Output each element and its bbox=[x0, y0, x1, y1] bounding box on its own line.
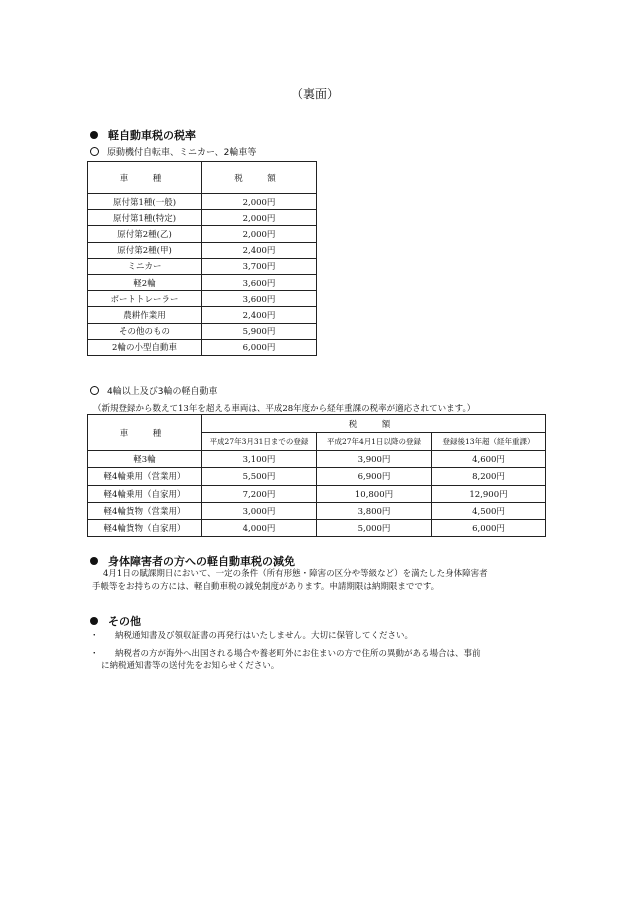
tax-cell: 3,000円 bbox=[202, 502, 317, 519]
table-row bbox=[88, 194, 317, 210]
table-row bbox=[88, 520, 546, 537]
vehicle-cell: 軽4輪貨物（自家用） bbox=[88, 520, 202, 537]
list-item-text-continued: に納税通知書等の送付先をお知らせください。 bbox=[101, 661, 280, 671]
header-registered-after: 平成27年4月1日以降の登録 bbox=[317, 433, 432, 451]
tax-cell: 2,400円 bbox=[202, 242, 317, 258]
other-notes-list bbox=[90, 630, 481, 672]
disability-paragraph-line-1: 4月1日の賦課期日において、一定の条件（所有形態・障害の区分や等級など）を満たした身体障害者 bbox=[103, 569, 488, 579]
aged-vehicle-note: （新規登録から数えて13年を超える車両は、平成28年度から経年重課の税率が適応されています。） bbox=[93, 404, 476, 414]
list-item bbox=[90, 648, 481, 672]
vehicle-cell: ミニカー bbox=[88, 258, 202, 274]
table-row bbox=[88, 291, 317, 307]
tax-cell: 4,000円 bbox=[202, 520, 317, 537]
tax-cell: 5,500円 bbox=[202, 468, 317, 485]
table-row bbox=[88, 210, 317, 226]
table-row bbox=[88, 274, 317, 290]
subheading-motorcycles bbox=[90, 145, 256, 158]
open-circle-bullet-icon bbox=[90, 386, 99, 395]
vehicle-cell: ボートトレーラー bbox=[88, 291, 202, 307]
tax-table-motorcycles bbox=[87, 161, 317, 356]
vehicle-cell: 原付第2種(乙) bbox=[88, 226, 202, 242]
disability-paragraph-line-2: 手帳等をお持ちの方には、軽自動車税の減免制度があります。申請期限は納期限までです。 bbox=[92, 582, 440, 592]
tax-cell: 2,400円 bbox=[202, 307, 317, 323]
tax-cell: 6,000円 bbox=[202, 339, 317, 355]
header-vehicle-type: 車 種 bbox=[88, 415, 202, 451]
section-heading-text: 軽自動車税の税率 bbox=[108, 129, 196, 142]
tax-cell: 2,000円 bbox=[202, 210, 317, 226]
vehicle-cell: 軽4輪乗用（自家用） bbox=[88, 485, 202, 502]
vehicle-cell: その他のもの bbox=[88, 323, 202, 339]
list-item-text: 納税通知書及び領収証書の再発行はいたしません。大切に保管してください。 bbox=[115, 631, 414, 641]
open-circle-bullet-icon bbox=[90, 147, 99, 156]
tax-cell: 4,600円 bbox=[432, 451, 546, 468]
filled-circle-bullet-icon bbox=[90, 617, 98, 625]
subheading-text: 原動機付自転車、ミニカー、2輪車等 bbox=[107, 148, 257, 158]
table-row bbox=[88, 307, 317, 323]
tax-cell: 3,800円 bbox=[317, 502, 432, 519]
tax-cell: 3,600円 bbox=[202, 274, 317, 290]
table-row bbox=[88, 502, 546, 519]
tax-cell: 6,000円 bbox=[432, 520, 546, 537]
tax-cell: 10,800円 bbox=[317, 485, 432, 502]
vehicle-cell: 原付第1種(特定) bbox=[88, 210, 202, 226]
tax-cell: 2,000円 bbox=[202, 194, 317, 210]
header-tax-amount: 税 額 bbox=[202, 415, 546, 433]
tax-cell: 8,200円 bbox=[432, 468, 546, 485]
header-over-13-years: 登録後13年超（経年重課） bbox=[432, 433, 546, 451]
dot-bullet-icon: ・ bbox=[90, 649, 99, 659]
vehicle-cell: 原付第1種(一般) bbox=[88, 194, 202, 210]
page-side-label: （裏面） bbox=[290, 87, 339, 101]
table-row bbox=[88, 339, 317, 355]
list-item bbox=[90, 630, 481, 642]
table-header-row bbox=[88, 415, 546, 433]
tax-cell: 6,900円 bbox=[317, 468, 432, 485]
section-heading-disability-reduction bbox=[90, 553, 295, 569]
tax-table-light-cars bbox=[87, 414, 546, 537]
table-row bbox=[88, 226, 317, 242]
tax-cell: 5,900円 bbox=[202, 323, 317, 339]
section-heading-other bbox=[90, 613, 141, 629]
vehicle-cell: 軽2輪 bbox=[88, 274, 202, 290]
filled-circle-bullet-icon bbox=[90, 557, 98, 565]
table-row bbox=[88, 468, 546, 485]
table-row bbox=[88, 242, 317, 258]
table-row bbox=[88, 323, 317, 339]
tax-cell: 2,000円 bbox=[202, 226, 317, 242]
vehicle-cell: 2輪の小型自動車 bbox=[88, 339, 202, 355]
table-row bbox=[88, 485, 546, 502]
table-row bbox=[88, 258, 317, 274]
header-registered-before: 平成27年3月31日までの登録 bbox=[202, 433, 317, 451]
tax-cell: 3,600円 bbox=[202, 291, 317, 307]
section-heading-text: 身体障害者の方への軽自動車税の減免 bbox=[108, 555, 295, 568]
tax-cell: 7,200円 bbox=[202, 485, 317, 502]
vehicle-cell: 軽4輪貨物（営業用） bbox=[88, 502, 202, 519]
vehicle-cell: 軽4輪乗用（営業用） bbox=[88, 468, 202, 485]
dot-bullet-icon: ・ bbox=[90, 631, 99, 641]
table-row bbox=[88, 451, 546, 468]
tax-cell: 4,500円 bbox=[432, 502, 546, 519]
vehicle-cell: 軽3輪 bbox=[88, 451, 202, 468]
filled-circle-bullet-icon bbox=[90, 131, 98, 139]
section-heading-tax-rates bbox=[90, 127, 196, 143]
header-tax-amount: 税 額 bbox=[202, 162, 317, 194]
table-header-row bbox=[88, 162, 317, 194]
vehicle-cell: 農耕作業用 bbox=[88, 307, 202, 323]
tax-cell: 5,000円 bbox=[317, 520, 432, 537]
subheading-text: 4輪以上及び3輪の軽自動車 bbox=[107, 387, 218, 397]
tax-cell: 12,900円 bbox=[432, 485, 546, 502]
subheading-light-cars bbox=[90, 384, 217, 397]
tax-cell: 3,900円 bbox=[317, 451, 432, 468]
vehicle-cell: 原付第2種(甲) bbox=[88, 242, 202, 258]
tax-cell: 3,100円 bbox=[202, 451, 317, 468]
header-vehicle-type: 車 種 bbox=[88, 162, 202, 194]
list-item-text: 納税者の方が海外へ出国される場合や養老町外にお住まいの方で住所の異動がある場合は、事前 bbox=[115, 649, 481, 659]
tax-cell: 3,700円 bbox=[202, 258, 317, 274]
section-heading-text: その他 bbox=[108, 615, 141, 628]
